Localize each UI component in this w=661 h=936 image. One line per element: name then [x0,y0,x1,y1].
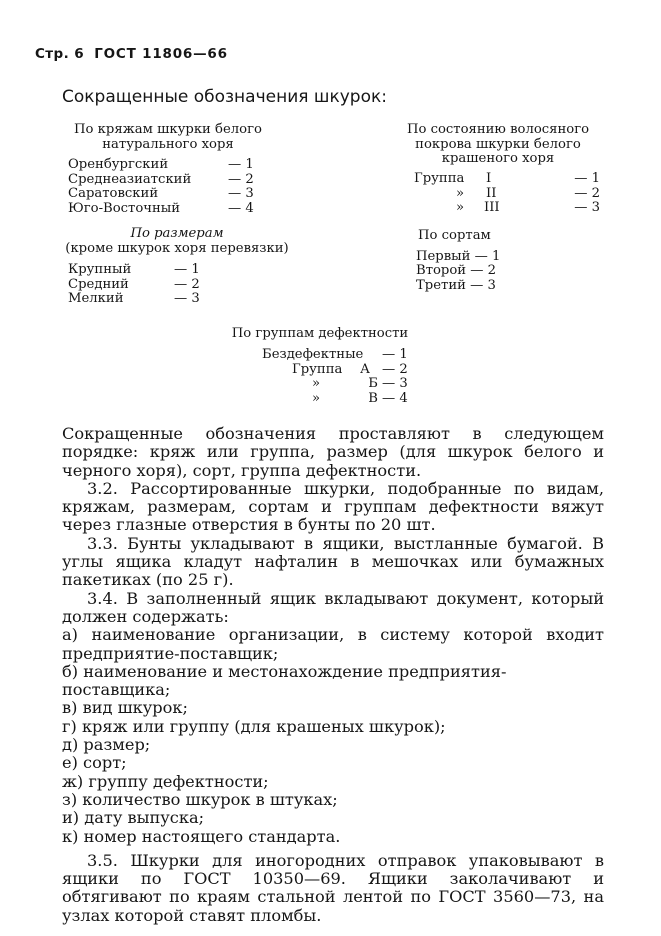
ridge-title-2: натурального хоря [102,136,234,152]
fur-state-title-1: По состоянию волосяного [406,122,590,137]
ridge-section [62,123,274,152]
grade-item: Третий — 3 [416,277,496,293]
grade-item: Второй — 2 [416,263,497,278]
defect-item: » Б — 3 [312,376,408,391]
size-item: Средний — 2 [68,276,200,292]
size-section [62,227,292,256]
fur-state-item: Группа I — 1 [414,171,600,186]
ridge-list [68,158,254,216]
size-title-2: (кроме шкурок хоря перевязки) [65,240,289,256]
fur-state-item: » II — 2 [456,185,600,201]
list-item: г) кряж или группу (для крашеных шкурок); [62,716,446,736]
list-item: з) количество шкурок в штуках; [62,789,338,809]
size-title-1: По размерам [130,226,224,241]
ridge-item: Оренбургский — 1 [68,157,254,172]
list-item: ж) группу дефектности; [62,771,269,791]
ridge-title-1: По кряжам шкурки белого [74,122,262,137]
fur-state-item: » III — 3 [456,200,600,215]
defect-section [230,327,410,342]
defect-item: Бездефектные — 1 [262,347,408,362]
list-item: б) наименование и местонахождение предприятия-поставщика; [62,661,507,700]
paragraph-3-4: 3.4. В заполненный ящик вкладывают документ, который должен содержать: [62,588,604,626]
ridge-item: Среднеазиатский — 2 [68,171,254,187]
ridge-item: Саратовский — 3 [68,186,254,201]
paragraph-order: Сокращенные обозначения проставляют в следующем порядке: кряж или группа, размер (для шкурок белого и черного хоря), сорт, группа дефектности. [62,424,604,480]
list-item: е) сорт; [62,753,127,773]
document-contents-list [62,626,604,846]
fur-state-section [398,123,598,167]
defect-item: » В — 4 [312,390,408,406]
abbreviations-heading: Сокращенные обозначения шкурок: [62,87,387,107]
paragraph-3-5: 3.5. Шкурки для иногородних отправок упаковывают в ящики по ГОСТ 10350—69. Ящики заколачивают и обтягивают по краям стальной лентой по ГОСТ 3560—73, на узлах которой ставят пломбы. [62,850,604,925]
list-item: а) наименование организации, в систему которой входит предприятие-поставщик; [62,625,604,663]
ridge-item: Юго-Восточный — 4 [68,200,254,216]
fur-state-title-2: покрова шкурки белого [415,136,581,152]
page-header [35,46,228,62]
defect-list [262,348,408,406]
defect-item: Группа А — 2 [292,361,408,377]
page-number: Стр. 6 [35,46,85,62]
size-item: Мелкий — 3 [68,291,200,306]
paragraph-3-2: 3.2. Рассортированные шкурки, подобранные по видам, кряжам, размерам, сортам и группам дефектности вяжут через глазные отверстия в бунты по 20 шт. [62,478,604,535]
defect-title: По группам дефектности [231,326,409,341]
grade-section [416,229,500,293]
fur-state-title-3: крашеного хоря [441,151,555,166]
body-text [62,425,604,925]
grade-item: Первый — 1 [416,248,501,264]
paragraph-3-3: 3.3. Бунты укладывают в ящики, выстланные бумагой. В углы ящика кладут нафталин в мешочках или бумажных пакетиках (по 25 г). [62,533,604,590]
standard-number: ГОСТ 11806—66 [94,46,228,62]
list-item: и) дату выпуска; [62,808,205,828]
list-item: к) номер настоящего стандарта. [62,826,341,846]
fur-state-list [414,172,600,216]
grade-title: По сортам [418,228,491,243]
size-list [68,263,200,307]
list-item: в) вид шкурок; [62,698,188,718]
size-item: Крупный — 1 [68,262,200,277]
list-item: д) размер; [62,735,151,755]
